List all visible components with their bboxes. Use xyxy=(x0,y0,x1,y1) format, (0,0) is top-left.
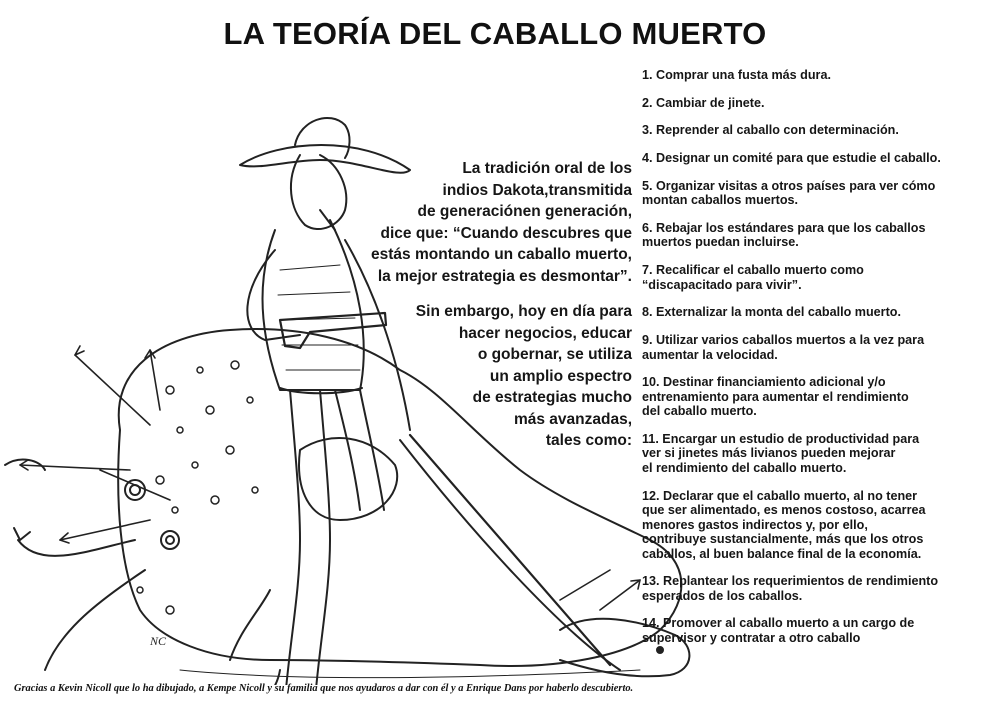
credits-footer: Gracias a Kevin Nicoll que lo ha dibujado, a Kempe Nicoll y su familia que nos ayudaros a dar con él y a Enrique Dans por haberlo descubierto. xyxy=(14,683,634,694)
whip xyxy=(410,435,610,665)
strategy-item: 4. Designar un comité para que estudie el caballo. xyxy=(642,151,941,166)
strategy-item: 3. Reprender al caballo con determinación. xyxy=(642,123,899,138)
strategy-item: 7. Recalificar el caballo muerto como “discapacitado para vivir”. xyxy=(642,263,864,292)
horse-spots xyxy=(137,361,258,614)
strategy-list xyxy=(642,68,987,659)
strategy-item: 2. Cambiar de jinete. xyxy=(642,95,765,110)
intro-paragraph-2: Sin embargo, hoy en día para hacer negocios, educar o gobernar, se utiliza un amplio espectro de estrategias mucho más avanzadas, tales como: xyxy=(415,303,632,449)
strategy-item: 6. Rebajar los estándares para que los caballos muertos puedan incluirse. xyxy=(642,220,926,250)
horse-leg xyxy=(18,540,135,556)
strategy-item: 12. Declarar que el caballo muerto, al no tener que ser alimentado, es menos costoso, acarrea menores gastos indirectos y, por ello, contribuye sustancialmente, más que los otros caballos, al buen balance final de la economía. xyxy=(642,488,926,561)
intro-text xyxy=(302,158,632,466)
horse-brand: NC xyxy=(150,634,167,648)
strategy-item: 8. Externalizar la monta del caballo muerto. xyxy=(642,305,901,320)
strategy-item: 13. Replantear los requerimientos de rendimiento esperados de los caballos. xyxy=(642,574,939,603)
strategy-item: 14. Promover al caballo muerto a un cargo de supervisor y contratar a otro caballo xyxy=(642,616,915,645)
strategy-item: 11. Encargar un estudio de productividad para ver si jinetes más livianos pueden mejorar el rendimiento del caballo muerto. xyxy=(642,431,920,475)
strategy-item: 9. Utilizar varios caballos muertos a la vez para aumentar la velocidad. xyxy=(642,333,925,362)
strategy-item: 1. Comprar una fusta más dura. xyxy=(642,68,831,82)
cowboy-arm-gun xyxy=(247,250,300,340)
strategy-item: 5. Organizar visitas a otros países para ver cómo montan caballos muertos. xyxy=(642,178,936,208)
cowboy-hat-crown xyxy=(295,118,350,158)
page-title: LA TEORÍA DEL CABALLO MUERTO xyxy=(223,16,767,51)
strategy-item: 10. Destinar financiamiento adicional y/o entrenamiento para aumentar el rendimiento del caballo muerto. xyxy=(642,375,909,419)
cowboy-leg-left xyxy=(285,390,300,685)
intro-paragraph-1: La tradición oral de los indios Dakota,transmitida de generaciónen generación, dice que: “Cuando descubres que estás montando un caballo muerto, la mejor estrategia es desmontar”. xyxy=(371,160,632,285)
